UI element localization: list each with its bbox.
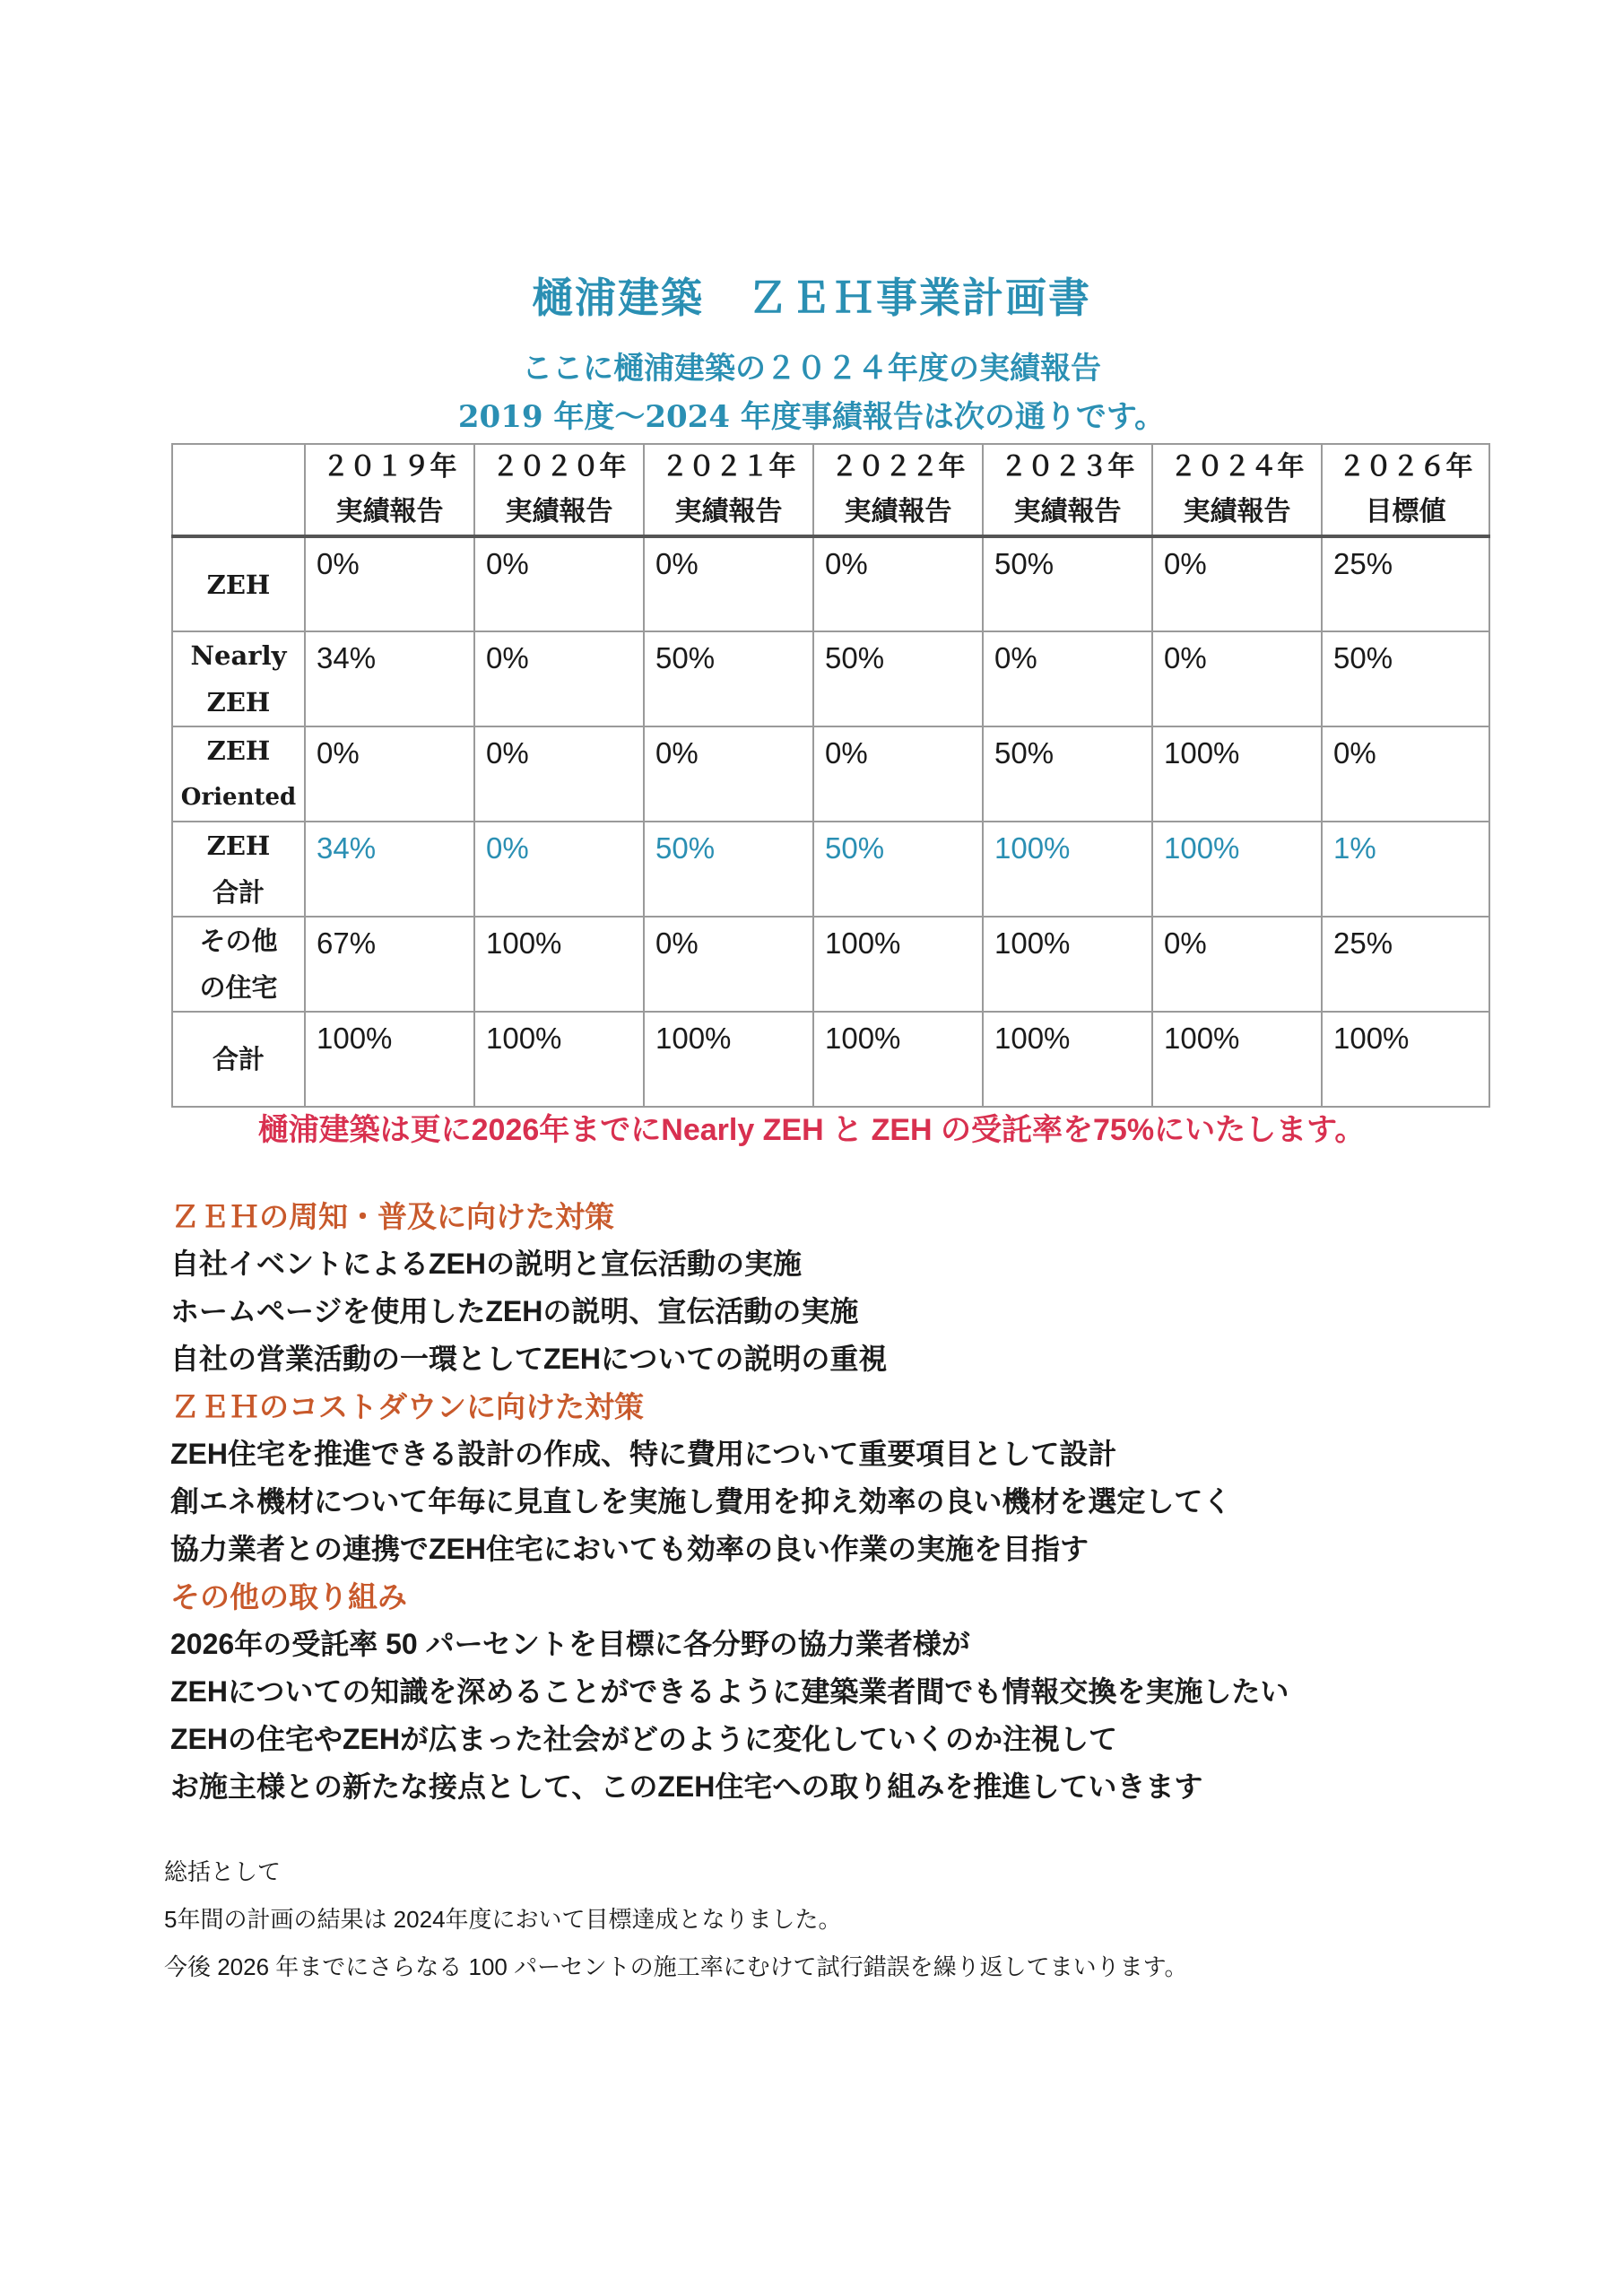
summary [164, 1848, 1551, 1991]
section-line: 協力業者との連携でZEH住宅においても効率の良い作業の実施を目指す [170, 1533, 1089, 1565]
table-cell: 100% [813, 1012, 983, 1107]
table-cell: 100% [474, 1012, 644, 1107]
section-line: 2026年の受託率 50 パーセントを目標に各分野の協力業者様が [170, 1628, 970, 1660]
table-cell: 50% [813, 631, 983, 726]
row-label: 合計 [172, 1012, 305, 1107]
table-header-row [172, 444, 1489, 536]
column-header: ２０１９年 実績報告 [305, 444, 474, 536]
table-cell: 50% [813, 822, 983, 917]
table-cell: 0% [474, 726, 644, 822]
table-cell: 100% [813, 917, 983, 1012]
subtitle-line-2: 2019 年度～2024 年度事績報告は次の通りです。 [457, 399, 1166, 435]
table-row [172, 631, 1489, 726]
table-cell: 1% [1322, 822, 1489, 917]
summary-line: 今後 2026 年までにさらなる 100 パーセントの施工率にむけて試行錯誤を繰り返してまいります。 [164, 1953, 1188, 1980]
table-cell: 0% [813, 536, 983, 631]
row-label: ZEH Oriented [172, 726, 305, 822]
table-cell: 100% [474, 917, 644, 1012]
table-cell: 34% [305, 631, 474, 726]
table-cell: 100% [983, 917, 1152, 1012]
table-cell: 0% [983, 631, 1152, 726]
target-notice: 樋浦建築は更に2026年までにNearly ZEH と ZEH の受託率を75%にいたします。 [257, 1113, 1366, 1147]
section-awareness [170, 1193, 1551, 1383]
row-label: ZEH [172, 536, 305, 631]
column-header: ２０２４年 実績報告 [1152, 444, 1322, 536]
row-label: ZEH 合計 [172, 822, 305, 917]
table-cell: 100% [1152, 726, 1322, 822]
table-cell: 50% [1322, 631, 1489, 726]
section-line: ホームページを使用したZEHの説明、宣伝活動の実施 [170, 1295, 859, 1327]
section-other-efforts [170, 1573, 1551, 1811]
table-row-zeh-total [172, 822, 1489, 917]
table-cell: 0% [1322, 726, 1489, 822]
table-cell: 0% [1152, 536, 1322, 631]
column-header: ２０２２年 実績報告 [813, 444, 983, 536]
table-cell: 0% [1152, 917, 1322, 1012]
section-cost-down [170, 1383, 1551, 1573]
section-line: 自社の営業活動の一環としてZEHについての説明の重視 [170, 1343, 888, 1375]
row-label: Nearly ZEH [172, 631, 305, 726]
table-cell: 25% [1322, 917, 1489, 1012]
table-cell: 50% [644, 631, 813, 726]
table-cell: 100% [983, 1012, 1152, 1107]
column-header: ２０２１年 実績報告 [644, 444, 813, 536]
table-cell: 0% [644, 917, 813, 1012]
table-cell: 0% [1152, 631, 1322, 726]
table-cell: 0% [813, 726, 983, 822]
table-cell: 50% [983, 536, 1152, 631]
section-heading: ＺＥＨのコストダウンに向けた対策 [170, 1389, 644, 1424]
table-corner [172, 444, 305, 536]
section-line: 自社イベントによるZEHの説明と宣伝活動の実施 [170, 1248, 803, 1280]
table-cell: 100% [1152, 822, 1322, 917]
page-title: 樋浦建築 ＺＥＨ事業計画書 [532, 274, 1091, 322]
table-cell: 0% [474, 536, 644, 631]
section-line: ZEHについての知識を深めることができるように建築業者間でも情報交換を実施したい [170, 1675, 1289, 1708]
table-cell: 25% [1322, 536, 1489, 631]
table-cell: 100% [1152, 1012, 1322, 1107]
table-cell: 0% [305, 726, 474, 822]
section-line: ZEH住宅を推進できる設計の作成、特に費用について重要項目として設計 [170, 1438, 1117, 1470]
table-row [172, 726, 1489, 822]
summary-heading: 総括として [164, 1858, 282, 1885]
column-header: ２０２３年 実績報告 [983, 444, 1152, 536]
section-line: 創エネ機材について年毎に見直しを実施し費用を抑え効率の良い機材を選定してく [170, 1485, 1232, 1518]
section-line: ZEHの住宅やZEHが広まった社会がどのように変化していくのか注視して [170, 1723, 1118, 1755]
table-cell: 100% [1322, 1012, 1489, 1107]
column-header: ２０２６年 目標値 [1322, 444, 1489, 536]
table-cell: 100% [983, 822, 1152, 917]
column-header: ２０２０年 実績報告 [474, 444, 644, 536]
table-row [172, 536, 1489, 631]
table-cell: 50% [983, 726, 1152, 822]
summary-line: 5年間の計画の結果は 2024年度において目標達成となりました。 [164, 1906, 842, 1933]
table-cell: 100% [305, 1012, 474, 1107]
row-label: その他 の住宅 [172, 917, 305, 1012]
table-row-total [172, 1012, 1489, 1107]
table-cell: 100% [644, 1012, 813, 1107]
results-table [171, 443, 1490, 1108]
table-cell: 67% [305, 917, 474, 1012]
table-row [172, 917, 1489, 1012]
section-heading: ＺＥＨの周知・普及に向けた対策 [170, 1199, 614, 1234]
table-cell: 0% [474, 822, 644, 917]
section-heading: その他の取り組み [170, 1579, 407, 1614]
table-cell: 0% [474, 631, 644, 726]
table-cell: 0% [305, 536, 474, 631]
table-cell: 34% [305, 822, 474, 917]
table-cell: 50% [644, 822, 813, 917]
subtitle-line-1: ここに樋浦建築の２０２４年度の実績報告 [522, 351, 1101, 387]
section-line: お施主様との新たな接点として、このZEH住宅への取り組みを推進していきます [170, 1770, 1203, 1803]
table-cell: 0% [644, 536, 813, 631]
table-cell: 0% [644, 726, 813, 822]
